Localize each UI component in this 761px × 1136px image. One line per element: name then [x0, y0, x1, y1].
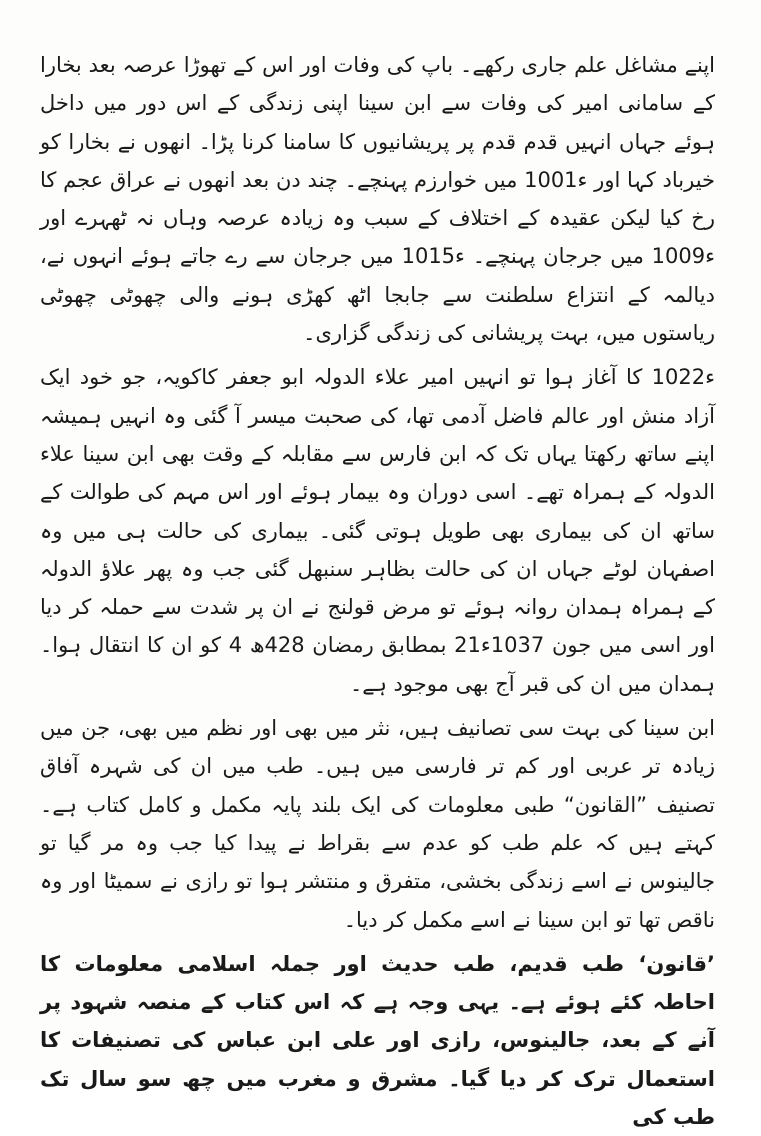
paragraph-2-text-3: کو ان کا انتقال ہوا۔ ہمدان میں ان کی قبر آج بھی موجود ہے۔ [40, 633, 715, 696]
year-1001: 1001ء [524, 167, 588, 192]
paragraph-1-text-3: میں جرجان پہنچے۔ [464, 244, 652, 269]
paragraph-2-text-2: بمطابق [373, 633, 455, 658]
paragraph-2 [40, 358, 715, 703]
paragraph-4 [40, 945, 715, 1136]
paragraph-1-text-2: میں خوارزم پہنچے۔ چند دن بعد انھوں نے عراق عجم کا رخ کیا لیکن عقیدہ کے اختلاف کے سبب وہ زیادہ عرصہ وہاں نہ ٹھہرے اور [40, 167, 715, 231]
year-1022: 1022ء [651, 365, 715, 390]
paragraph-3-text: ابن سینا کی بہت سی تصانیف ہیں، نثر میں بھی اور نظم میں بھی، جن میں زیادہ تر عربی اور کم تر فارسی میں ہیں۔ طب میں ان کی شہرہ آفاق تصنیف ”القانون“ طبی معلومات کی ایک بلند پایہ مکمل و کامل کتاب ہے۔ کہتے ہیں کہ علم طب کو عدم سے بقراط نے پیدا کیا جب وہ مر گیا تو جالینوس نے اسے زندگی بخشی، متفرق و منتشر ہوا تو رازی نے سمیٹا اور وہ ناقص تھا تو ابن سینا نے اسے مکمل کر دیا۔ [40, 716, 715, 932]
paragraph-2-text: کا آغاز ہوا تو انہیں امیر علاء الدولہ ابو جعفر کاکویہ، جو خود ایک آزاد منش اور عالم فاضل آدمی تھا، کی صحبت میسر آ گئی وہ انہیں ہمیشہ اپنے ساتھ رکھتا یہاں تک کہ ابن فارس سے مقابلہ کے وقت بھی ابن سینا علاء الدولہ کے ہمراہ تھے۔ اسی دوران وہ بیمار ہوئے اور اس مہم کی طوالت کے ساتھ ان کی بیماری بھی طویل ہوتی گئی۔ بیماری کی حالت ہی میں وہ اصفہان لوٹے جہاں ان کی حالت بظاہر سنبھل گئی جب وہ پھر علاؤ الدولہ کے ہمراہ ہمدان روانہ ہوئے تو مرض قولنج نے ان پر شدت سے حملہ کر دیا اور اسی میں [40, 365, 715, 658]
paragraph-3 [40, 709, 715, 939]
date-hijri: 4 رمضان 428ھ [228, 633, 374, 658]
date-gregorian: 21جون 1037ء [454, 633, 592, 658]
year-1015: 1015ء [401, 244, 465, 269]
paragraph-1-text: اپنے مشاغل علم جاری رکھے۔ باپ کی وفات اور اس کے تھوڑا عرصہ بعد بخارا کے سامانی امیر کی وفات سے ابن سینا اپنی زندگی کے اس دور میں داخل ہوئے جہاں انہیں قدم قدم پر پریشانیوں کا سامنا کرنا پڑا۔ انھوں نے بخارا کو خیرباد کہا اور [40, 53, 716, 192]
year-1009: 1009ء [651, 244, 715, 269]
paragraph-1-text-4: میں جرجان سے رے جاتے ہوئے انہوں نے، دیالمہ کے انتزاع سلطنت سے جابجا اٹھ کھڑی ہونے والی چھوٹی چھوٹی ریاستوں میں، بہت پریشانی کی زندگی گزاری۔ [40, 244, 715, 346]
paragraph-4-text: ’قانون‘ طب قدیم، طب حدیث اور جملہ اسلامی معلومات کا احاطہ کئے ہوئے ہے۔ یہی وجہ ہے کہ اس کتاب کے منصہ شہود پر آنے کے بعد، جالینوس، رازی اور علی ابن عباس کی تصنیفات کا استعمال ترک کر دیا گیا۔ مشرق و مغرب میں چھ سو سال تک طب کی [40, 951, 715, 1130]
paragraph-1 [40, 46, 715, 352]
